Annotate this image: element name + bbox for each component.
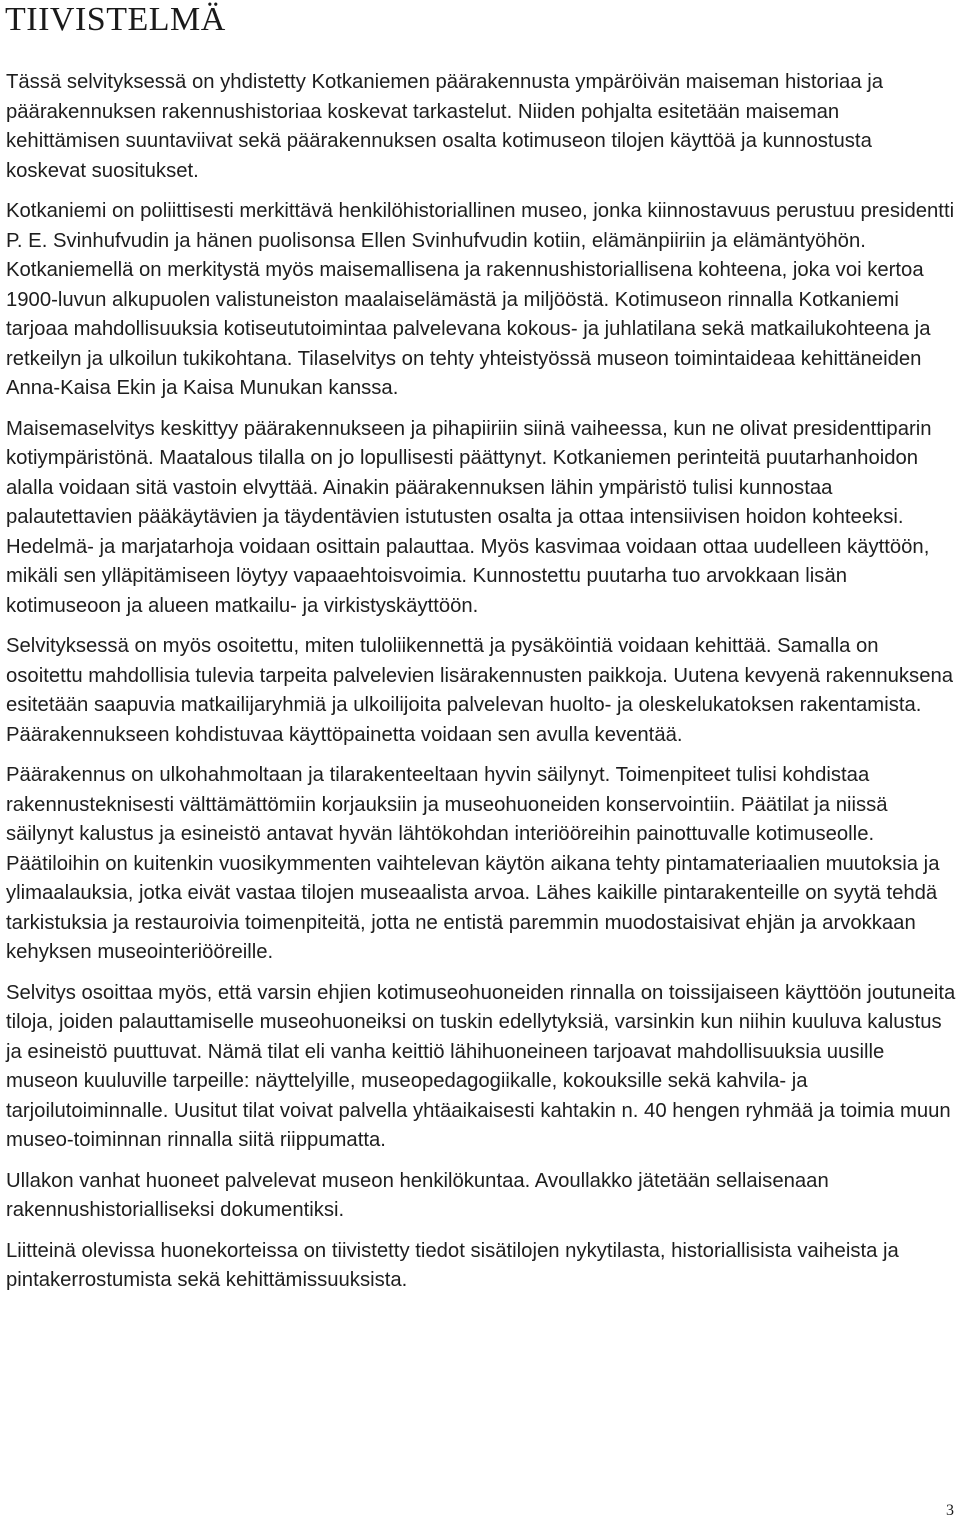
page-number: 3	[946, 1502, 954, 1519]
paragraph-secondary-spaces: Selvitys osoittaa myös, että varsin ehjien kotimuseohuoneiden rinnalla on toissijaiseen käyttöön joutuneita tiloja, joiden palauttamiselle museohuoneiksi on tuskin edellytyksiä, varsinkin kun niihin kuuluva kalustus ja esineistö puuttuvat. Nämä tilat eli vanha keittiö lähihuoneineen tarjoavat mahdollisuuksia uusille museon kuuluville tarpeille: näyttelyille, museopedagogiikalle, kokouksille sekä kahvila- ja tarjoilutoiminnalle. Uusitut tilat voivat palvella yhtäaikaisesti kahtakin n. 40 hengen ryhmää ja toimia muun museo-toiminnan rinnalla siitä riippumatta.	[6, 981, 956, 1151]
paragraph-main-building: Päärakennus on ulkohahmoltaan ja tilarakenteeltaan hyvin säilynyt. Toimenpiteet tulisi kohdistaa rakennusteknisesti välttämättömiin korjauksiin ja museohuoneiden konservointiin. Päätilat ja niissä säilynyt kalustus ja esineistö antavat hyvän lähtökohdan interiööreihin painottuvalle kotimuseolle. Päätiloihin on kuitenkin vuosikymmenten vaihtelevan käytön aikana tehty pintamateriaalien muutoksia ja ylimaalauksia, jotka eivät vastaa tilojen museaalista arvoa. Lähes kaikille pintarakenteille on syytä tehdä tarkistuksia ja restauroivia toimenpiteitä, jotta ne entistä paremmin muodostaisivat ehjän ja arvokkaan kehyksen museointeriööreille.	[6, 764, 940, 963]
paragraph-landscape-study: Maisemaselvitys keskittyy päärakennukseen ja pihapiiriin siinä vaiheessa, kun ne olivat presidenttiparin kotiympäristönä. Maatalous tilalla on jo lopullisesti päättynyt. Kotkaniemen perinteitä puutarhanhoidon alalla voidaan sitä vastoin elvyttää. Ainakin päärakennuksen lähin ympäristö tulisi kunnostaa palautettavien pääkäytävien ja täydentävien istutusten osalta ja ottaa intensiivisen hoidon kohteeksi. Hedelmä- ja marjatarhoja voidaan osittain palauttaa. Myös kasvimaa voidaan ottaa uudelleen käyttöön, mikäli sen ylläpitämiseen löytyy vapaaehtoisvoimia. Kunnostettu puutarha tuo arvokkaan lisän kotimuseoon ja alueen matkailu- ja virkistyskäyttöön.	[6, 417, 932, 617]
paragraph-kotkaniemi-museum: Kotkaniemi on poliittisesti merkittävä henkilöhistoriallinen museo, jonka kiinnostavuus perustuu presidentti P. E. Svinhufvudin ja hänen puolisonsa Ellen Svinhufvudin kotiin, elämänpiiriin ja elämäntyöhön. Kotkaniemellä on merkitystä myös maisemallisena ja rakennushistoriallisena kohteena, joka voi kertoa 1900-luvun alkupuolen valistuneiston maalaiselämästä ja miljööstä. Kotimuseon rinnalla Kotkaniemi tarjoaa mahdollisuuksia kotiseututoimintaa palvelevana kokous- ja juhlatilana sekä matkailukohteena ja retkeilyn ja ulkoilun tukikohtana. Tilaselvitys on tehty yhteistyössä museon toimintaideaa kehittäneiden Anna-Kaisa Ekin ja Kaisa Munukan kanssa.	[6, 200, 955, 399]
paragraph-traffic-parking: Selvityksessä on myös osoitettu, miten tuloliikennettä ja pysäköintiä voidaan kehittää. Samalla on osoitettu mahdollisia tulevia tarpeita palvelevien lisärakennusten paikkoja. Uutena kevyenä rakennuksena esitetään saapuvia matkailijaryhmiä ja ulkoilijoita palvelevan huolto- ja oleskelukatoksen rakentamista. Päärakennukseen kohdistuvaa käyttöpainetta voidaan sen avulla keventää.	[6, 635, 954, 746]
page-title: TIIVISTELMÄ	[5, 1, 226, 38]
paragraph-intro: Tässä selvityksessä on yhdistetty Kotkaniemen päärakennusta ympäröivän maiseman historiaa ja päärakennuksen rakennushistoriaa koskevat tarkastelut. Niiden pohjalta esitetään maiseman kehittämisen suuntaviivat sekä päärakennuksen osalta kotimuseon tilojen käyttöä ja kunnostusta koskevat suositukset.	[6, 71, 884, 182]
paragraph-room-cards: Liitteinä olevissa huonekorteissa on tiivistetty tiedot sisätilojen nykytilasta, historiallisista vaiheista ja pintakerrostumista sekä kehittämissuuksista.	[6, 1239, 899, 1291]
paragraph-attic: Ullakon vanhat huoneet palvelevat museon henkilökuntaa. Avoullakko jätetään sellaisenaan rakennushistorialliseksi dokumentiksi.	[6, 1169, 829, 1221]
document-body	[6, 68, 956, 1307]
